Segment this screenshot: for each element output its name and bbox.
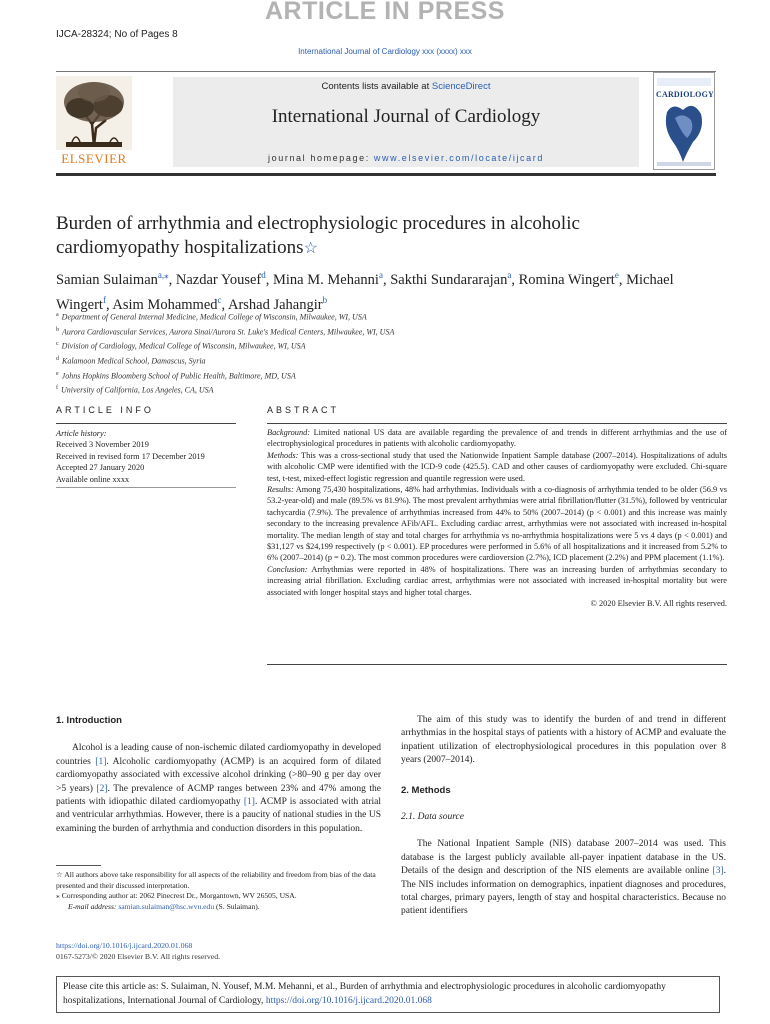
author-name[interactable]: Arshad Jahangir — [227, 296, 323, 313]
author-affiliation-marker[interactable]: f — [102, 294, 106, 305]
affiliation-text: Aurora Cardiovascular Services, Aurora Sinai/Aurora St. Luke's Medical Centers, Milwaukee, WI, USA — [62, 327, 395, 337]
homepage-link[interactable]: www.elsevier.com/locate/ijcard — [373, 153, 544, 163]
article-info-label: ARTICLE INFO — [56, 405, 154, 415]
author-name[interactable]: Nazdar Yousef — [175, 271, 262, 288]
history-label: Article history: — [56, 429, 107, 438]
affiliation-text: University of California, Los Angeles, CA, USA — [61, 385, 214, 395]
footnotes — [56, 870, 381, 912]
abstract-rule-bottom — [267, 664, 727, 665]
author-name[interactable]: Sakthi Sundararajan — [390, 271, 508, 288]
header-rule-bottom — [56, 173, 716, 176]
history-online: Available online xxxx — [56, 474, 130, 484]
author-affiliation-marker[interactable]: a — [378, 270, 383, 280]
affiliation-key: e — [56, 370, 59, 377]
citation-link[interactable]: [3] — [712, 866, 724, 877]
affiliation-text: Department of General Internal Medicine, Medical College of Wisconsin, Milwaukee, WI, USA — [61, 312, 367, 322]
manuscript-id: IJCA-28324; No of Pages 8 — [56, 29, 178, 40]
author-name[interactable]: Michael Wingert — [56, 271, 674, 313]
article-info-rule — [56, 423, 236, 424]
contents-line — [173, 81, 639, 92]
cite-text: Please cite this article as: S. Sulaiman, N. Yousef, M.M. Mehanni, et al., Burden of arrhythmia and electrophysiologic procedures in alcoholic cardiomyopathy hospitalizations, International Journal of Cardiology, — [63, 982, 666, 1006]
history-rule — [56, 487, 236, 488]
affiliation-item — [56, 324, 696, 339]
intro-paragraph: Alcohol is a leading cause of non-ischemic dilated cardiomyopathy in developed countries [1]. Alcoholic cardiomyopathy (ACMP) is an acquired form of dilated cardiomyopathy associated with excessive alcohol drinking (>80–90 g per day over >5 years) [2]. The prevalence of ACMP ranges between 23% and 47% among the patients with idiopathic dilated cardiomyopathy [1]. ACMP is associated with atrial and ventricular arrhythmias. However, there is a paucity of national studies in the US examining the burden of arrhythmia and conduction disorders in this population. — [56, 743, 381, 834]
banner-title: ARTICLE IN PRESS — [265, 0, 505, 25]
citation-link[interactable]: [1] — [243, 797, 255, 808]
author-separator: , — [382, 271, 391, 288]
data-source-heading: 2.1. Data source — [401, 812, 464, 823]
article-in-press-banner — [0, 0, 770, 26]
affiliation-text: Division of Cardiology, Medical College of Wisconsin, Milwaukee, WI, USA — [61, 341, 306, 351]
affiliation-list — [56, 309, 696, 397]
author-name[interactable]: Asim Mohammed — [112, 296, 218, 313]
affiliation-key: d — [56, 355, 59, 362]
aim-paragraph: The aim of this study was to identify the burden of and trend in different arrhythmias in the hospital stays of patients with a history of ACMP and evaluate the inpatient utilization of electrophysiological procedures in this population over 8 years (2007–2014). — [401, 715, 726, 766]
author-separator: , — [511, 271, 519, 288]
footnote-email: E-mail address: samian.sulaiman@hsc.wvu.edu (S. Sulaiman). — [68, 901, 260, 911]
author-separator: , — [265, 271, 274, 288]
author-name[interactable]: Romina Wingert — [518, 271, 615, 288]
abstract-body — [267, 427, 727, 610]
author-name[interactable]: Samian Sulaiman — [56, 271, 158, 288]
abstract-label: ABSTRACT — [267, 405, 340, 415]
nis-paragraph: The National Inpatient Sample (NIS) database 2007–2014 was used. This database is the largest publicly available all-payer inpatient database in the US. Details of the design and description of the NIS elements are available online [3]. The NIS includes information on demographics, inpatient diagnoses and procedures, total charges, primary payers, length of stay and hospital characteristics. Because no patient identifiers — [401, 839, 726, 917]
history-accepted: Accepted 27 January 2020 — [56, 463, 145, 473]
email-link[interactable]: samian.sulaiman@hsc.wvu.edu — [118, 901, 215, 911]
title-footnote-star-icon[interactable]: ☆ — [303, 240, 318, 257]
author-affiliation-marker[interactable]: e — [614, 270, 619, 280]
author-separator: , — [618, 271, 627, 288]
abstract-copyright: © 2020 Elsevier B.V. All rights reserved. — [590, 599, 727, 609]
author-name[interactable]: Mina M. Mehanni — [273, 271, 379, 288]
homepage-line — [173, 153, 639, 163]
journal-cover-image-icon — [653, 72, 715, 170]
journal-citation-link[interactable]: International Journal of Cardiology xxx (xxxx) xxx — [298, 47, 472, 56]
doi-link[interactable]: https://doi.org/10.1016/j.ijcard.2020.01.068 — [56, 941, 193, 950]
affiliation-item — [56, 353, 696, 368]
article-history — [56, 428, 236, 485]
author-separator: , — [221, 296, 228, 313]
citation-link[interactable]: [1] — [95, 756, 107, 767]
cite-doi-link[interactable]: https://doi.org/10.1016/j.ijcard.2020.01.068 — [265, 996, 432, 1006]
author-affiliation-marker[interactable]: d — [261, 270, 266, 280]
doi-block — [56, 940, 381, 962]
affiliation-item — [56, 338, 696, 353]
affiliation-text: Kalamoon Medical School, Damascus, Syria — [62, 356, 206, 366]
affiliation-key: f — [56, 385, 58, 392]
intro-heading: 1. Introduction — [56, 715, 122, 726]
history-received: Received 3 November 2019 — [56, 440, 149, 450]
footnote-rule — [56, 865, 101, 866]
affiliation-key: a — [56, 312, 59, 318]
affiliation-item — [56, 309, 696, 324]
abstract-results: Results: Among 75,430 hospitalizations, 48% had arrhythmias. Individuals with a co-diagnosis of arrhythmia tended to be older (56.9 vs 53.2-year-old) and male (89.5% vs 81.9%). The most prevalent arrhythmias were atrial fibrillation/flutter (31.5%), followed by ventricular tachycardia (7.9%). The prevalence of arrhythmias increased from 44% to 50% (2007–2014) (p < 0.001) and this increase was mainly secondary to the increasing prevalence AFib/AFL. Excluding cardiac arrest, arrhythmias were not associated with increased in-hospital mortality. The median length of stay and total charges for arrhythmia vs no-arrhythmia hospitalizations were 5 vs 4 days (p < 0.001) and $31,127 vs $24,199 respectively (p < 0.001). EP procedures were performed in 5.6% of all hospitalizations and it increased from 5.2% to 6% (2007–2014) (p = 0.2). The most common procedures were cardioversion (2.7%), ICD placement (2.2%) and PPM placement (1.1%). — [267, 485, 728, 563]
author-list — [56, 265, 696, 315]
footnote-star: ☆ All authors above take responsibility for all aspects of the reliability and freedom from bias of the data presented and their discussed interpretation. — [56, 870, 376, 890]
abstract-conclusion: Conclusion: Arrhythmias were reported in 48% of hospitalizations. There was an increasing burden of arrhythmias secondary to increasing atrial fibrillation. Excluding cardiac arrest, arrhythmias were not associated with increased in-hospital mortality but were associated with longer hospital stays and higher total charges. — [267, 564, 727, 597]
affiliation-item — [56, 382, 696, 397]
elsevier-wordmark: ELSEVIER — [61, 151, 127, 166]
abstract-methods: Methods: This was a cross-sectional study that used the Nationwide Inpatient Sample database (2007–2014). Hospitalizations of adults with alcoholic CMP were identified with the ICD-9 code (425.5). CAD and other causes of cardiomyopathy were excluded. Chi-square test, t-test, mixed-effect logistic regression and quantile regression were used. — [267, 450, 727, 483]
citation-link[interactable]: [2] — [96, 783, 108, 794]
author-affiliation-marker[interactable]: c — [217, 294, 222, 305]
footnote-corresponding: ⁎ Corresponding author at: 2062 Pinecrest Dr., Morgantown, WV 26505, USA. — [56, 891, 297, 900]
journal-cover-title: CARDIOLOGY — [655, 90, 714, 99]
author-affiliation-marker[interactable]: a,⁎ — [157, 270, 169, 280]
affiliation-key: b — [56, 326, 59, 333]
author-separator: , — [105, 296, 113, 313]
homepage-prefix: journal homepage: — [268, 153, 374, 163]
body-left-column — [56, 714, 381, 836]
sciencedirect-link[interactable]: ScienceDirect — [431, 81, 491, 92]
affiliation-item — [56, 368, 696, 383]
contents-prefix: Contents lists available at — [321, 81, 432, 92]
cite-this-article-box — [56, 976, 720, 1013]
article-title — [56, 212, 656, 261]
methods-heading: 2. Methods — [401, 784, 451, 796]
history-revised: Received in revised form 17 December 2019 — [56, 451, 205, 461]
header-rule-top — [56, 71, 716, 72]
abstract-background: Background: Limited national US data are available regarding the prevalence of and trends in different arrhythmias and the use of electrophysiological procedures in patients with alcoholic cardiomyopathy. — [267, 428, 727, 449]
article-title-text: Burden of arrhythmia and electrophysiologic procedures in alcoholic cardiomyopathy hospitalizations — [56, 213, 580, 258]
issn-copyright: 0167-5273/© 2020 Elsevier B.V. All rights reserved. — [56, 952, 221, 961]
affiliation-key: c — [56, 341, 59, 348]
author-affiliation-marker[interactable]: b — [322, 294, 328, 305]
author-affiliation-marker[interactable]: a — [507, 270, 512, 280]
body-right-column — [401, 714, 726, 919]
abstract-rule-top — [267, 423, 727, 424]
affiliation-text: Johns Hopkins Bloomberg School of Public Health, Baltimore, MD, USA — [61, 371, 296, 381]
author-separator: , — [168, 271, 176, 288]
journal-name: International Journal of Cardiology — [271, 106, 541, 127]
